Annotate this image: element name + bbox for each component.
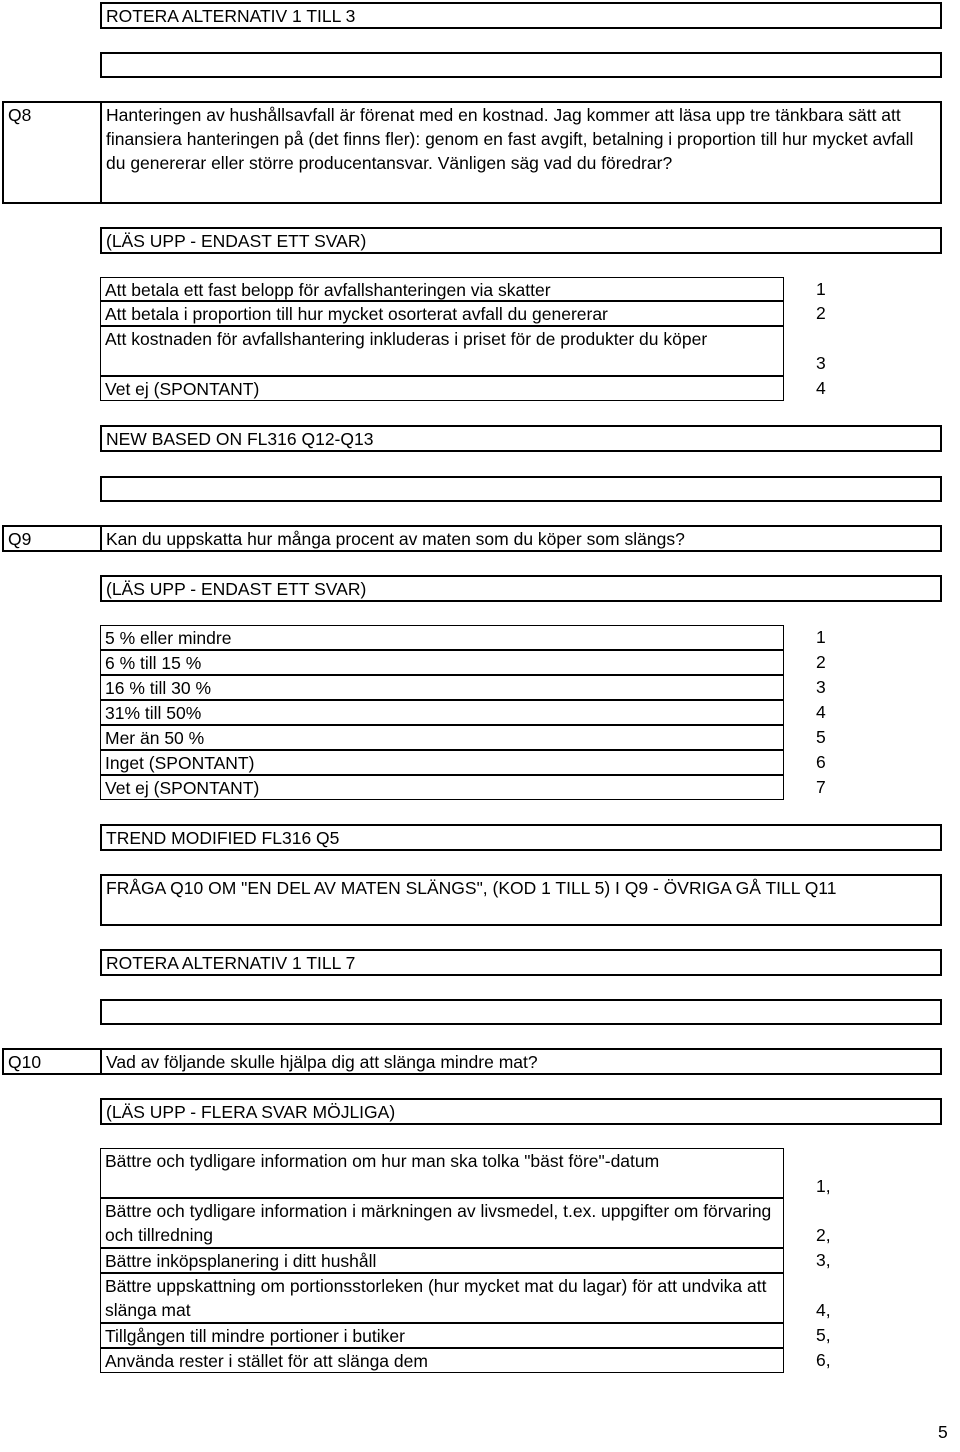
q10-option-6: Använda rester i stället för att slänga dem — [100, 1348, 784, 1373]
q9-option-2-code: 2 — [816, 652, 826, 672]
q9-option-4: 31% till 50% — [100, 700, 784, 725]
q9-option-7-code: 7 — [816, 777, 826, 797]
q9-option-7: Vet ej (SPONTANT) — [100, 775, 784, 800]
q9-id: Q9 — [2, 525, 100, 552]
q10-instruction: (LÄS UPP - FLERA SVAR MÖJLIGA) — [100, 1098, 942, 1125]
q10-option-5: Tillgången till mindre portioner i butiker — [100, 1323, 784, 1348]
q9-option-6-code: 6 — [816, 752, 826, 772]
q9-option-2: 6 % till 15 % — [100, 650, 784, 675]
q9-instruction: (LÄS UPP - ENDAST ETT SVAR) — [100, 575, 942, 602]
q8-option-1: Att betala ett fast belopp för avfallshanteringen via skatter — [100, 277, 784, 301]
q8-note: NEW BASED ON FL316 Q12-Q13 — [100, 425, 942, 452]
q9-filter: FRÅGA Q10 OM "EN DEL AV MATEN SLÄNGS", (KOD 1 TILL 5) I Q9 - ÖVRIGA GÅ TILL Q11 — [100, 874, 942, 926]
q8-instruction: (LÄS UPP - ENDAST ETT SVAR) — [100, 227, 942, 254]
page-number: 5 — [938, 1422, 948, 1442]
q10-option-5-code: 5, — [816, 1325, 831, 1345]
q9-option-6: Inget (SPONTANT) — [100, 750, 784, 775]
q10-option-3-code: 3, — [816, 1250, 831, 1270]
q8-option-3: Att kostnaden för avfallshantering inkluderas i priset för de produkter du köper — [100, 326, 784, 376]
q9-question: Kan du uppskatta hur många procent av maten som du köper som slängs? — [100, 525, 942, 552]
q9-option-1-code: 1 — [816, 627, 826, 647]
q8-question: Hanteringen av hushållsavfall är förenat med en kostnad. Jag kommer att läsa upp tre tänkbara sätt att finansiera hanteringen på (det finns fler): genom en fast avgift, betalning i proportion till hur mycket avfall du genererar eller större producentansvar. Vänligen säg vad du föredrar? — [100, 101, 942, 204]
rotate-instruction-2: ROTERA ALTERNATIV 1 TILL 7 — [100, 949, 942, 976]
empty-box-2 — [100, 476, 942, 502]
q10-option-2-code: 2, — [816, 1225, 831, 1245]
q10-option-3: Bättre inköpsplanering i ditt hushåll — [100, 1248, 784, 1273]
q10-option-4: Bättre uppskattning om portionsstorleken (hur mycket mat du lagar) för att undvika att slänga mat — [100, 1273, 784, 1323]
q9-option-3-code: 3 — [816, 677, 826, 697]
q8-option-4-code: 4 — [816, 378, 826, 398]
q9-option-1: 5 % eller mindre — [100, 625, 784, 650]
q9-option-5-code: 5 — [816, 727, 826, 747]
q10-question: Vad av följande skulle hjälpa dig att slänga mindre mat? — [100, 1048, 942, 1075]
q9-option-4-code: 4 — [816, 702, 826, 722]
q8-option-1-code: 1 — [816, 279, 826, 299]
q9-option-5: Mer än 50 % — [100, 725, 784, 750]
q8-option-4: Vet ej (SPONTANT) — [100, 376, 784, 401]
q8-id: Q8 — [2, 101, 100, 204]
q10-option-6-code: 6, — [816, 1350, 831, 1370]
q8-option-2: Att betala i proportion till hur mycket osorterat avfall du genererar — [100, 301, 784, 326]
q9-note: TREND MODIFIED FL316 Q5 — [100, 824, 942, 851]
q10-option-1-code: 1, — [816, 1176, 831, 1196]
q10-id: Q10 — [2, 1048, 100, 1075]
q10-option-1: Bättre och tydligare information om hur man ska tolka "bäst före"-datum — [100, 1148, 784, 1198]
q8-option-3-code: 3 — [816, 353, 826, 373]
q10-option-2: Bättre och tydligare information i märkningen av livsmedel, t.ex. uppgifter om förvaring och tillredning — [100, 1198, 784, 1248]
q10-option-4-code: 4, — [816, 1300, 831, 1320]
q9-option-3: 16 % till 30 % — [100, 675, 784, 700]
empty-box-3 — [100, 999, 942, 1025]
rotate-instruction-1: ROTERA ALTERNATIV 1 TILL 3 — [100, 2, 942, 29]
q8-option-2-code: 2 — [816, 303, 826, 323]
empty-box-1 — [100, 52, 942, 78]
